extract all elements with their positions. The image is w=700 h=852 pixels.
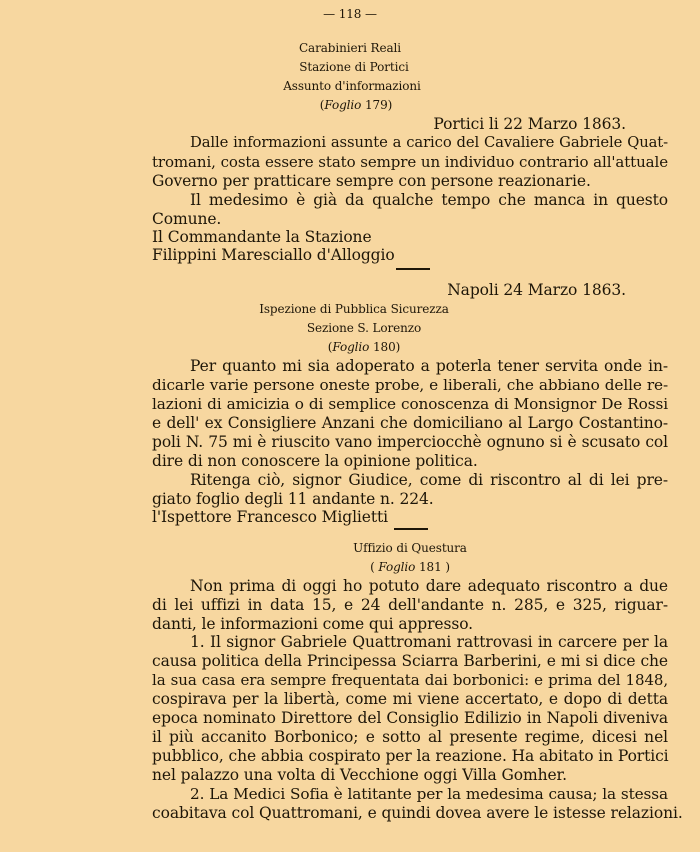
folio-label: Foglio: [332, 340, 370, 354]
doc2-p1-line-3: lazioni di amicizia o di semplice conoscenza di Monsignor De Rossi: [152, 395, 668, 413]
doc2-p1-line-5: poli N. 75 mi è riuscito vano imperciocchè ognuno si è scusato col: [152, 433, 668, 451]
doc3-p1-line-3: danti, le informazioni come qui appresso.: [152, 615, 473, 633]
doc3-p2-line-1: 1. Il signor Gabriele Quattromani rattrovasi in carcere per la: [190, 633, 668, 651]
doc2-folio: (Foglio 180): [327, 340, 401, 354]
doc2-signature: l'Ispettore Francesco Miglietti: [152, 508, 388, 526]
doc3-p1-line-1: Non prima di oggi ho potuto dare adequato riscontro a due: [190, 577, 668, 595]
doc2-p1-line-4: e dell' ex Consigliere Anzani che domiciliano al Largo Costantino-: [152, 414, 668, 432]
doc3-p3-line-2: coabitava col Quattromani, e quindi dovea avere le istesse relazioni.: [152, 804, 683, 822]
doc1-folio: (Foglio 179): [319, 98, 393, 112]
doc1-p1-line-2: tromani, costa essere stato sempre un individuo contrario all'attuale: [152, 153, 668, 171]
doc2-p1-line-2: dicarle varie persone oneste probe, e liberali, che abbiano delle re-: [152, 376, 668, 394]
doc1-p1-line-3: Governo per pratticare sempre con persone reazionarie.: [152, 172, 591, 190]
doc1-heading-2: Stazione di Portici: [299, 60, 409, 74]
doc1-signature-2: Filippini Maresciallo d'Alloggio: [152, 246, 395, 264]
doc1-p2-line-2: Comune.: [152, 210, 222, 228]
doc3-p2-line-4: cospirava per la libertà, come mi viene accertato, e dopo di detta: [152, 690, 668, 708]
folio-label: Foglio: [378, 560, 416, 574]
page-number: — 118 —: [323, 7, 377, 21]
doc1-p1-line-1: Dalle informazioni assunte a carico del Cavaliere Gabriele Quat-: [190, 134, 668, 151]
doc3-p2-line-6: il più accanito Borbonico; e sotto al presente regime, dicesi nel: [152, 728, 668, 746]
doc3-p3-line-1: 2. La Medici Sofia è latitante per la medesima causa; la stessa: [190, 785, 668, 803]
doc3-folio: ( Foglio 181 ): [370, 560, 450, 574]
folio-label: Foglio: [324, 98, 362, 112]
doc3-p2-line-2: causa politica della Principessa Sciarra Barberini, e mi si dice che: [152, 652, 668, 670]
doc2-heading-1: Ispezione di Pubblica Sicurezza: [259, 302, 449, 316]
doc2-p2-line-1: Ritenga ciò, signor Giudice, come di riscontro al di lei pre-: [190, 471, 668, 489]
doc1-signature-1: Il Commandante la Stazione: [152, 228, 372, 246]
section-divider-2: [394, 528, 428, 530]
folio-number: 179: [365, 98, 388, 112]
doc2-heading-2: Sezione S. Lorenzo: [306, 321, 422, 335]
doc3-p2-line-8: nel palazzo una volta di Vecchione oggi Villa Gomher.: [152, 766, 567, 784]
doc3-p2-line-5: epoca nominato Direttore del Consiglio Edilizio in Napoli diveniva: [152, 709, 668, 727]
doc1-heading-3: Assunto d'informazioni: [283, 79, 421, 93]
doc3-p1-line-2: di lei uffizi in data 15, e 24 dell'andante n. 285, e 325, riguar-: [152, 596, 668, 614]
doc3-heading-1: Uffizio di Questura: [353, 541, 467, 555]
folio-number: 181: [419, 560, 442, 574]
doc1-p2-line-1: Il medesimo è già da qualche tempo che manca in questo: [190, 191, 668, 209]
section-divider-1: [396, 268, 430, 270]
doc1-dateline: Portici li 22 Marzo 1863.: [433, 115, 626, 133]
doc3-p2-line-7: pubblico, che abbia cospirato per la reazione. Ha abitato in Portici: [152, 747, 669, 765]
doc3-p2-line-3: la sua casa era sempre frequentata dai borbonici: e prima del 1848,: [152, 671, 668, 689]
doc2-p1-line-6: dire di non conoscere la opinione politica.: [152, 452, 478, 470]
doc2-p1-line-1: Per quanto mi sia adoperato a poterla tener servita onde in-: [190, 357, 668, 375]
folio-number: 180: [373, 340, 396, 354]
doc2-dateline: Napoli 24 Marzo 1863.: [447, 281, 626, 299]
doc2-p2-line-2: giato foglio degli 11 andante n. 224.: [152, 490, 434, 508]
doc1-heading-1: Carabinieri Reali: [298, 41, 402, 55]
